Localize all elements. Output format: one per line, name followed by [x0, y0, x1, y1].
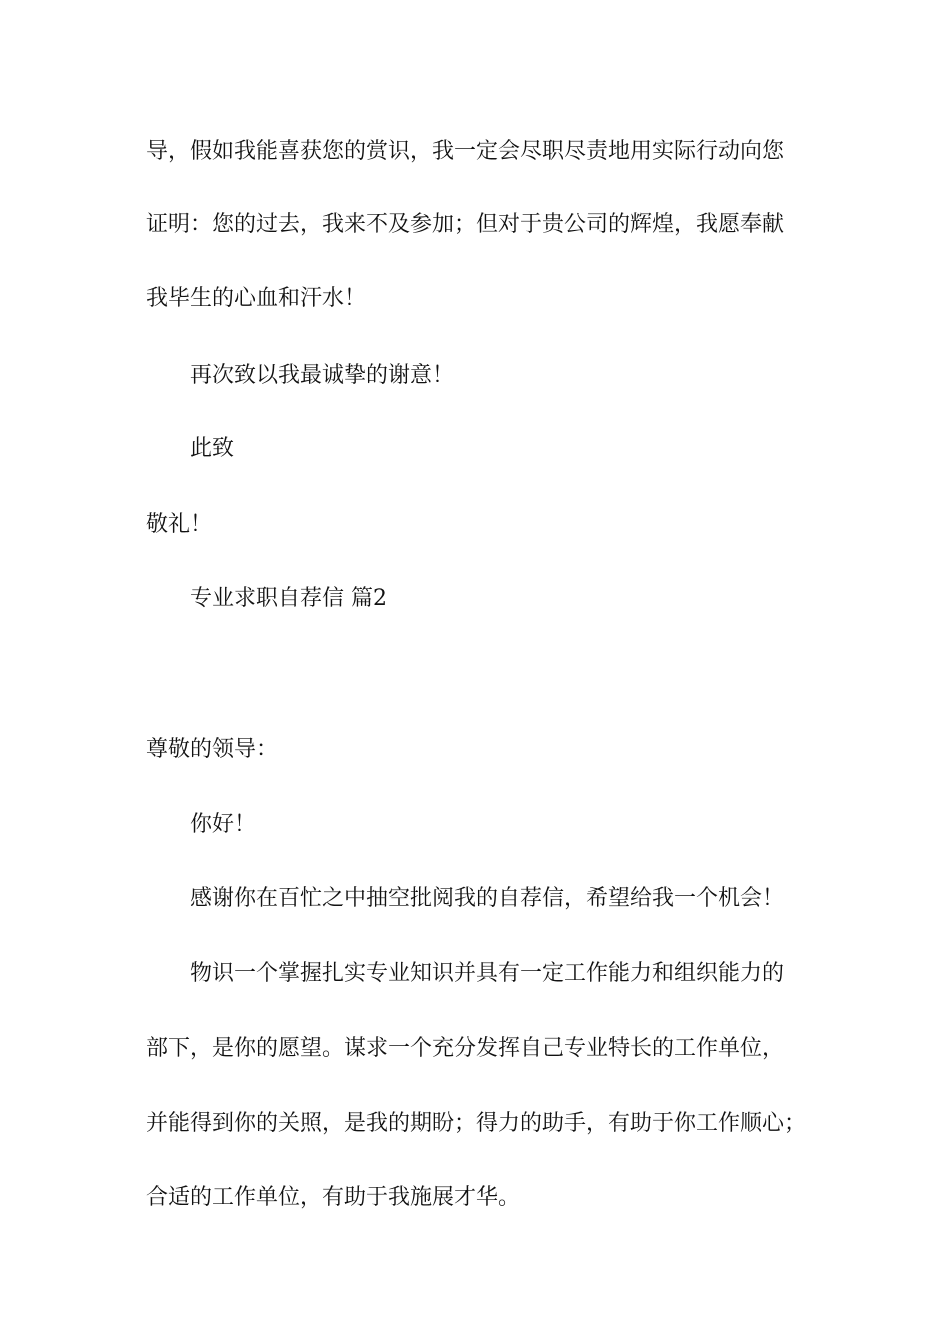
thanks-again-line: 再次致以我最诚挚的谢意！: [190, 363, 455, 388]
paragraph-2-line-1: 物识一个掌握扎实专业知识并具有一定工作能力和组织能力的: [190, 961, 785, 986]
paragraph-2-line-3: 并能得到你的关照，是我的期盼；得力的助手，有助于你工作顺心；: [146, 1111, 807, 1136]
closing-jing-li: 敬礼！: [146, 512, 213, 537]
greeting: 你好！: [190, 812, 257, 837]
salutation: 尊敬的领导：: [146, 737, 279, 762]
paragraph-1-line-3: 我毕生的心血和汗水！: [146, 286, 367, 311]
paragraph-2-line-2: 部下，是你的愿望。谋求一个充分发挥自己专业特长的工作单位，: [146, 1036, 785, 1061]
closing-ci-zhi: 此致: [190, 436, 235, 461]
paragraph-1-line-2: 证明：您的过去，我来不及参加；但对于贵公司的辉煌，我愿奉献: [146, 212, 785, 237]
thanks-line: 感谢你在百忙之中抽空批阅我的自荐信，希望给我一个机会！: [190, 886, 785, 911]
paragraph-2-line-4: 合适的工作单位，有助于我施展才华。: [146, 1185, 521, 1210]
paragraph-1-line-1: 导，假如我能喜获您的赏识，我一定会尽职尽责地用实际行动向您: [146, 139, 785, 164]
section-heading: 专业求职自荐信 篇2: [190, 586, 387, 611]
